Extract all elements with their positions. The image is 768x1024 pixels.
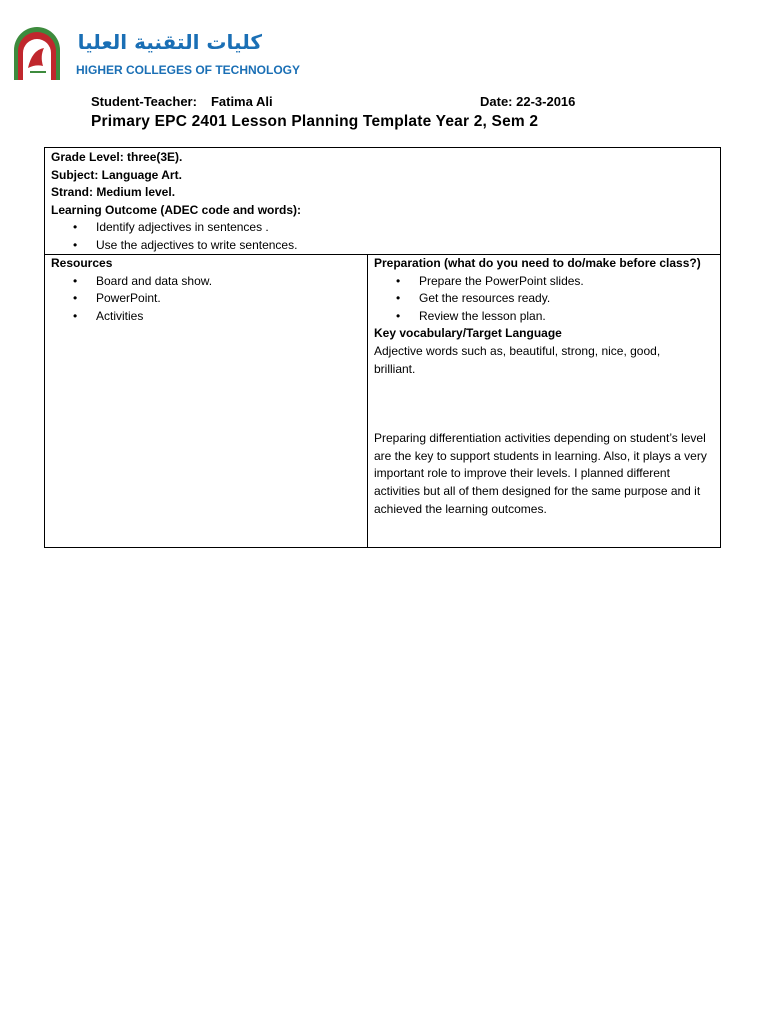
- list-item: • Prepare the PowerPoint slides.: [374, 273, 714, 291]
- key-vocabulary-text: Adjective words such as, beautiful, strong, nice, good, brilliant.: [374, 343, 661, 376]
- preparation-list: [374, 273, 714, 326]
- resources-list: [51, 273, 361, 326]
- strand: Strand: Medium level.: [51, 185, 176, 200]
- list-item: • Review the lesson plan.: [374, 308, 714, 326]
- college-emblem-icon: [10, 26, 64, 82]
- student-teacher-line: [91, 94, 273, 109]
- list-item: • Board and data show.: [51, 273, 361, 291]
- grade-level: Grade Level: three(3E).: [51, 150, 183, 164]
- document-title: Primary EPC 2401 Lesson Planning Template Year 2, Sem 2: [91, 113, 539, 130]
- list-item: • Use the adjectives to write sentences.: [51, 237, 714, 255]
- list-item: • Activities: [51, 308, 361, 326]
- logo-english-text: HIGHER COLLEGES OF TECHNOLOGY: [76, 63, 301, 77]
- lesson-plan-table: [44, 147, 721, 548]
- resources-cell: [45, 255, 368, 547]
- resources-label: Resources: [51, 256, 113, 270]
- subject: Subject: Language Art.: [51, 167, 182, 182]
- preparation-label: Preparation (what do you need to do/make before class?): [374, 256, 701, 270]
- student-teacher-name: Fatima Ali: [210, 94, 273, 109]
- college-logo: [10, 26, 301, 84]
- lesson-date: Date: 22-3-2016: [480, 94, 576, 109]
- logo-arabic-text: كليات التقنية العليا: [77, 30, 262, 54]
- preparation-cell: [368, 255, 720, 547]
- list-item: • Identify adjectives in sentences .: [51, 219, 714, 237]
- student-teacher-label: Student-Teacher:: [91, 94, 197, 109]
- learning-outcome-label: Learning Outcome (ADEC code and words):: [51, 202, 302, 217]
- list-item: • PowerPoint.: [51, 290, 361, 308]
- reflection-paragraph: Preparing differentiation activities depending on student’s level are the key to support students in learning. Also, it plays a very important role to improve their levels. I planned different activities but all of them designed for the same purpose and it achieved the learning outcomes.: [374, 431, 707, 516]
- lesson-overview-cell: [45, 148, 720, 255]
- key-vocabulary-label: Key vocabulary/Target Language: [374, 326, 562, 341]
- learning-outcome-list: [51, 219, 714, 254]
- list-item: • Get the resources ready.: [374, 290, 714, 308]
